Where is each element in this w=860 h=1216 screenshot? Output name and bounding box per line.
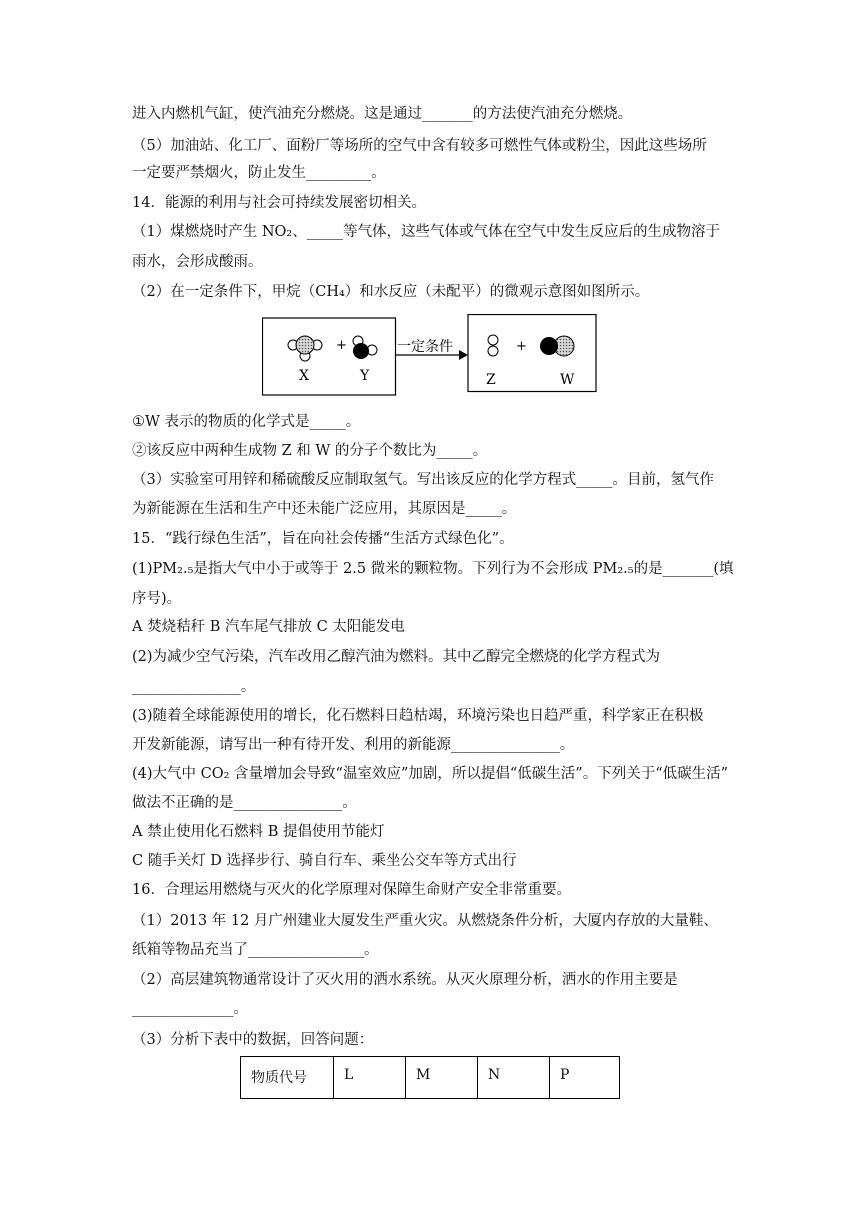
text-line-22: A 禁止使用化石燃料 B 提倡使用节能灯 [132,824,385,840]
text-line-15: A 焚烧秸秆 B 汽车尾气排放 C 太阳能发电 [132,619,405,635]
text-line-26: 纸箱等物品充当了________________。 [132,942,379,958]
label-y: Y [360,368,370,384]
text-line-3: 一定要严禁烟火，防止发生_________。 [132,165,386,181]
text-line-16: (2)为减少空气污染，汽车改用乙醇汽油为燃料。其中乙醇完全燃烧的化学方程式为 [132,649,661,665]
text-line-29: （3）分析下表中的数据，回答问题： [132,1032,374,1048]
text-line-28: ______________。 [132,1001,248,1017]
table-row [241,1057,620,1099]
text-line-17: _______________。 [132,679,256,695]
text-line-27: （2）高层建筑物通常设计了灭火用的洒水系统。从灭火原理分析，洒水的作用主要是 [132,972,678,988]
text-line-6: 雨水，会形成酸雨。 [132,254,263,270]
methane-molecule-icon [288,336,322,361]
table-cell: 物质代号 [241,1057,334,1099]
text-line-14: 序号)。 [132,591,182,607]
table-cell: N [478,1057,550,1099]
text-line-5: （1）煤燃烧时产生 NO₂、_____等气体，这些气体或气体在空气中发生反应后的生成物溶于 [132,224,720,240]
question-14-title: 14．能源的利用与社会可持续发展密切相关。 [132,195,426,211]
text-line-9: ②该反应中两种生成物 Z 和 W 的分子个数比为_____。 [132,443,488,459]
condition-label: 一定条件 [397,339,453,355]
reactants-box [263,318,396,395]
label-x: X [299,368,309,384]
text-line-11: 为新能源在生活和生产中还未能广泛应用，其原因是_____。 [132,501,517,517]
table-cell: P [550,1057,620,1099]
question-15-title: 15．“践行绿色生活”，旨在向社会传播“生活方式绿色化”。 [132,531,514,547]
text-line-19: 开发新能源，请写出一种有待开发、利用的新能源_______________。 [132,737,575,753]
plus-sign: + [336,338,347,353]
text-line-7: （2）在一定条件下，甲烷（CH₄）和水反应（未配平）的微观示意图如图所示。 [132,284,650,300]
text-line-13: (1)PM₂.₅是指大气中小于或等于 2.5 微米的颗粒物。下列行为不会形成 PM₂.₅的是_______(填 [132,561,734,577]
text-line-18: (3)随着全球能源使用的增长，化石燃料日趋枯竭，环境污染也日趋严重，科学家正在积极 [132,708,704,724]
text-line-1: 进入内燃机气缸，使汽油充分燃烧。这是通过_______的方法使汽油充分燃烧。 [132,106,633,122]
hydrogen-molecule-icon [488,335,498,356]
co-molecule-icon [540,336,574,356]
table-cell: M [406,1057,478,1099]
text-line-25: （1）2013 年 12 月广州建业大厦发生严重火灾。从燃烧条件分析，大厦内存放的大量鞋、 [132,913,718,929]
water-molecule-icon [353,336,377,359]
question-16-title: 16．合理运用燃烧与灭火的化学原理对保障生命财产安全非常重要。 [132,882,571,898]
table-cell: L [334,1057,406,1099]
text-line-21: 做法不正确的是_______________。 [132,795,357,811]
label-z: Z [486,372,496,388]
text-line-23: C 随手关灯 D 选择步行、骑自行车、乘坐公交车等方式出行 [132,853,517,869]
substance-table [240,1056,620,1099]
plus-sign-2: + [516,339,527,354]
text-line-20: (4)大气中 CO₂ 含量增加会导致“温室效应”加剧，所以提倡“低碳生活”。下列关于“低碳生活” [132,766,729,782]
arrow-head-icon [459,350,468,360]
text-line-10: （3）实验室可用锌和稀硫酸反应制取氢气。写出该反应的化学方程式_____。目前，氢气作 [132,472,714,488]
reaction-diagram [262,314,602,396]
text-line-2: （5）加油站、化工厂、面粉厂等场所的空气中含有较多可燃性气体或粉尘，因此这些场所 [132,138,707,154]
text-line-8: ①W 表示的物质的化学式是_____。 [132,414,361,430]
label-w: W [560,372,575,388]
